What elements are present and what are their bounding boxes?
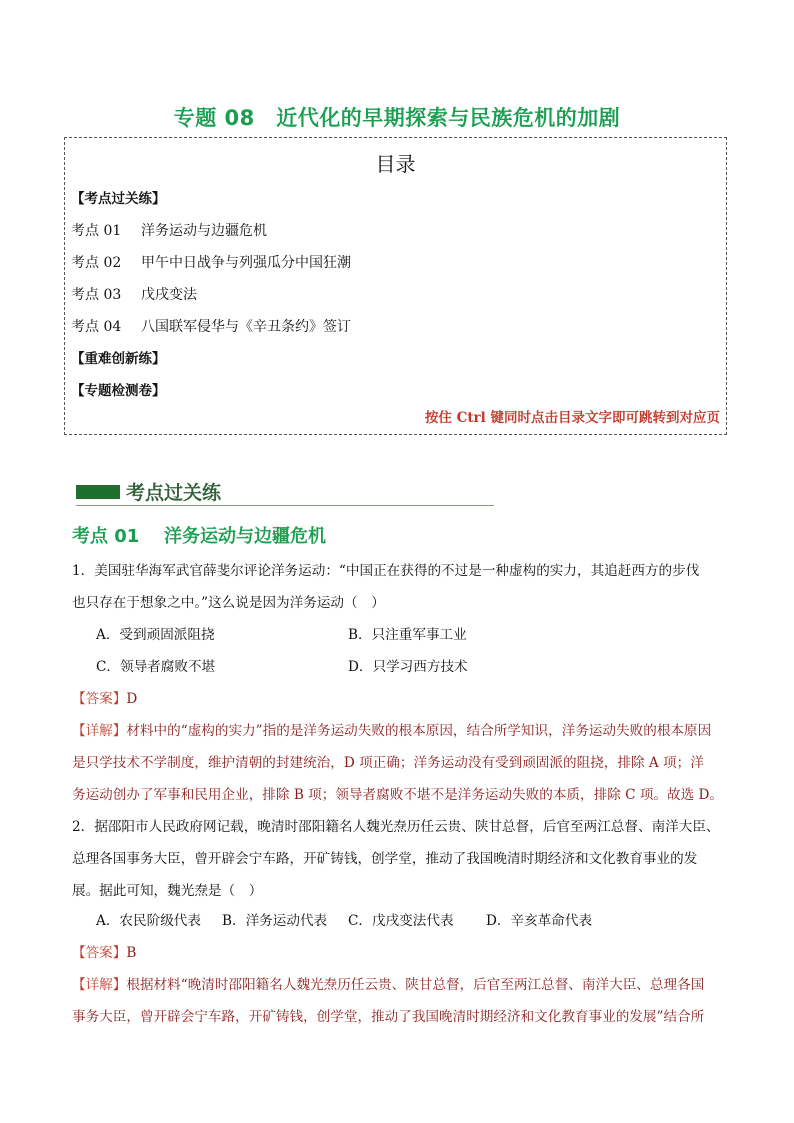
toc-section-link[interactable]: 【专题检测卷】 <box>71 383 166 399</box>
toc-item-link[interactable] <box>71 318 351 336</box>
explanation-tag: 【详解】 <box>72 977 127 993</box>
toc-item-label: 洋务运动与边疆危机 <box>141 223 267 239</box>
toc-item-label: 八国联军侵华与《辛丑条约》签订 <box>141 319 351 335</box>
answer-tag: 【答案】 <box>72 691 127 707</box>
question-1-explanation-text: 是只学技术不学制度，维护清朝的封建统治，D 项正确；洋务运动没有受到顽固派的阻挠，排除 A 项；洋 <box>72 755 704 771</box>
question-2-option-b: B．洋务运动代表 <box>222 913 328 929</box>
answer-value: B <box>126 945 137 961</box>
question-1-explanation-text: 务运动创办了军事和民用企业，排除 B 项；领导者腐败不堪不是洋务运动失败的本质，排除 C 项。故选 D。 <box>72 787 724 803</box>
question-2-explanation-text: 事务大臣，曾开辟会宁车路，开矿铸钱，创学堂，推动了我国晚清时期经济和文化教育事业的发展”结合所 <box>72 1009 705 1025</box>
question-1-option-a: A．受到顽固派阻挠 <box>96 627 215 643</box>
explanation-text: 材料中的“虚构的实力”指的是洋务运动失败的根本原因，结合所学知识，洋务运动失败的根本原因 <box>126 723 712 739</box>
table-of-contents <box>64 137 727 435</box>
question-2-text: 展。据此可知，魏光焘是（ ） <box>72 883 263 899</box>
question-2-text: 总理各国事务大臣，曾开辟会宁车路，开矿铸钱，创学堂，推动了我国晚清时期经济和文化教育事业的发 <box>72 851 698 867</box>
document-title: 专题 08 近代化的早期探索与民族危机的加剧 <box>173 106 621 130</box>
toc-item-link[interactable] <box>71 254 351 272</box>
explanation-text: 根据材料“晚清时邵阳籍名人魏光焘历任云贵、陕甘总督，后官至两江总督、南洋大臣、总理各国 <box>126 977 705 993</box>
question-2-answer <box>72 944 136 962</box>
question-2-text: 2．据邵阳市人民政府网记载，晚清时邵阳籍名人魏光焘历任云贵、陕甘总督，后官至两江总督、南洋大臣、 <box>72 819 720 835</box>
answer-tag: 【答案】 <box>72 945 127 961</box>
question-1-text: 1．美国驻华海军武官薛斐尔评论洋务运动：“中国正在获得的不过是一种虚构的实力，其追赶西方的步伐 <box>72 563 700 579</box>
toc-item-label: 戊戌变法 <box>141 287 197 303</box>
banner-divider <box>76 505 494 506</box>
toc-item-number: 考点 03 <box>71 287 122 303</box>
explanation-tag: 【详解】 <box>72 723 127 739</box>
toc-item-link[interactable] <box>71 222 267 240</box>
topic-heading <box>72 522 326 548</box>
question-2-explanation <box>72 976 704 994</box>
toc-item-number: 考点 02 <box>71 255 122 271</box>
question-1-option-c: C．领导者腐败不堪 <box>96 659 216 675</box>
banner-title: 考点过关练 <box>126 482 222 504</box>
question-1-option-d: D．只学习西方技术 <box>348 659 468 675</box>
answer-value: D <box>126 691 138 707</box>
toc-navigation-note: 按住 Ctrl 键同时点击目录文字即可跳转到对应页 <box>424 410 720 426</box>
question-1-explanation <box>72 722 711 740</box>
question-1-text: 也只存在于想象之中。”这么说是因为洋务运动（ ） <box>72 595 385 611</box>
question-1-option-b: B．只注重军事工业 <box>348 627 467 643</box>
toc-item-link[interactable] <box>71 286 197 304</box>
section-banner <box>76 478 494 506</box>
toc-item-number: 考点 04 <box>71 319 122 335</box>
toc-section-link[interactable]: 【重难创新练】 <box>71 351 166 367</box>
banner-bar-icon <box>76 485 120 499</box>
topic-label: 洋务运动与边疆危机 <box>164 526 326 547</box>
toc-item-label: 甲午中日战争与列强瓜分中国狂潮 <box>141 255 351 271</box>
toc-heading: 目录 <box>375 152 416 176</box>
question-2-option-d: D．辛亥革命代表 <box>486 913 593 929</box>
toc-item-number: 考点 01 <box>71 223 122 239</box>
question-1-answer <box>72 690 137 708</box>
question-2-option-a: A．农民阶级代表 <box>96 913 201 929</box>
toc-section-link[interactable]: 【考点过关练】 <box>71 191 166 207</box>
topic-number: 考点 01 <box>72 526 140 547</box>
question-2-option-c: C．戊戌变法代表 <box>348 913 454 929</box>
